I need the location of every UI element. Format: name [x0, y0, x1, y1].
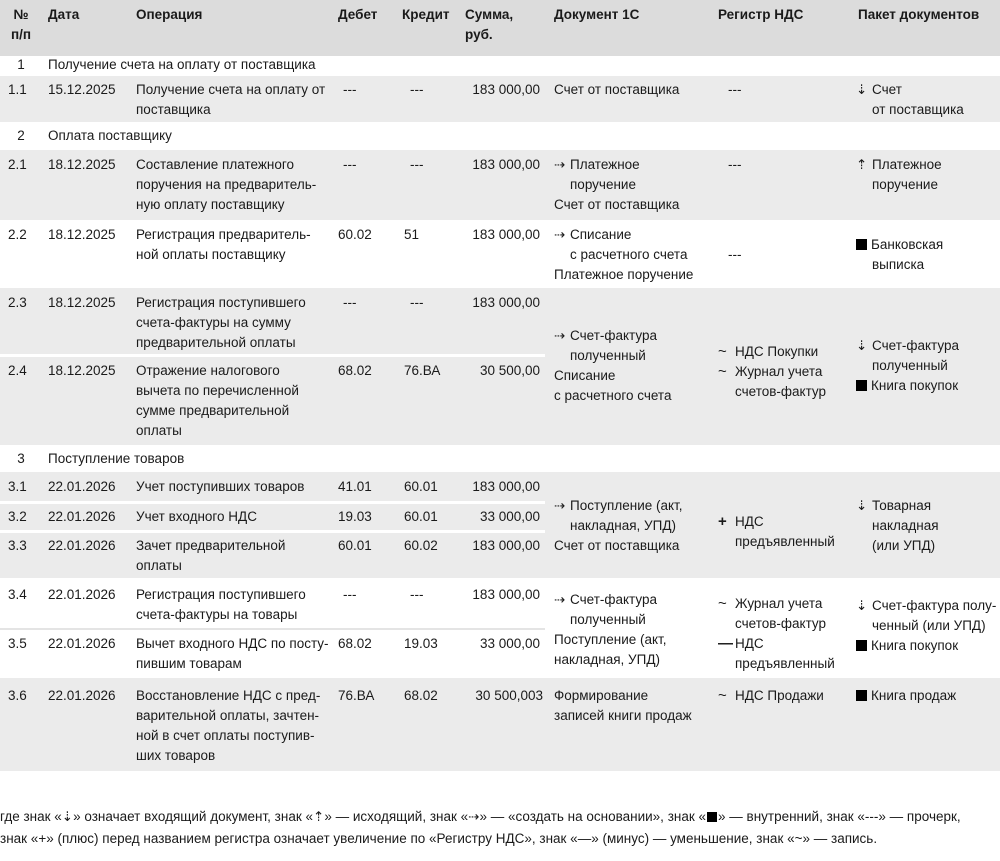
pak-line: Счет-фактура полу- — [872, 598, 997, 613]
doc-line: с расчетного счета — [554, 388, 672, 403]
row-operation — [136, 361, 331, 441]
incoming-document-icon: ⇣ — [856, 498, 868, 513]
op-line: Вычет входного НДС по посту- — [136, 636, 329, 651]
row-operation — [136, 293, 331, 353]
footnote-text: » — внутренний, знак «---» — прочерк, — [718, 809, 961, 824]
section-num: 3 — [17, 451, 25, 466]
record-tilde-icon: ~ — [718, 363, 727, 380]
row-operation — [136, 536, 331, 576]
pak-line: Банковская — [871, 237, 944, 252]
pak-line: (или УПД) — [872, 538, 936, 553]
pak-line: от поставщика — [872, 102, 964, 117]
internal-document-icon — [856, 380, 867, 391]
row-credit: --- — [410, 295, 424, 310]
row-date: 18.12.2025 — [48, 363, 116, 378]
row-debit: 60.01 — [338, 538, 372, 553]
row-credit: --- — [410, 157, 424, 172]
pak-line: Счет-фактура — [872, 338, 959, 353]
header-sum — [465, 5, 513, 45]
row-num: 3.4 — [8, 587, 27, 602]
row-operation — [136, 585, 331, 625]
incoming-document-icon: ⇣ — [856, 598, 868, 613]
row-doc1c: Счет от поставщика — [554, 82, 680, 97]
row-sum: 30 500,003 — [475, 688, 543, 703]
row-operation — [136, 80, 331, 120]
doc-line: Списание — [570, 227, 632, 242]
op-line: ной в счет оплаты поступив- — [136, 728, 315, 743]
row-sum: 183 000,00 — [472, 157, 540, 172]
row-doc-package — [856, 155, 998, 195]
doc-line: записей книги продаж — [554, 708, 692, 723]
row-date: 22.01.2026 — [48, 688, 116, 703]
section-title: Получение счета на оплату от поставщика — [48, 57, 316, 72]
row-credit: 51 — [404, 227, 420, 242]
row-credit: --- — [410, 587, 424, 602]
footnote-text: » — исходящий, знак « — [324, 809, 469, 824]
row-operation: Учет поступивших товаров — [136, 479, 305, 494]
doc-line: Списание — [554, 368, 616, 383]
row-num: 2.1 — [8, 157, 27, 172]
row-doc1c — [554, 155, 714, 215]
row-doc1c — [554, 686, 714, 726]
row-debit: --- — [343, 295, 357, 310]
decrease-minus-icon: — — [718, 635, 733, 652]
outgoing-document-icon: ⇡ — [313, 809, 325, 824]
row-credit: 19.03 — [404, 636, 438, 651]
row-doc1c — [554, 590, 714, 670]
row-doc1c — [554, 225, 714, 285]
row-separator — [0, 628, 545, 630]
doc-line: Счет от поставщика — [554, 197, 680, 212]
row-date: 18.12.2025 — [48, 227, 116, 242]
doc-line: Платежное поручение — [554, 267, 694, 282]
op-line: поручения на предваритель- — [136, 177, 317, 192]
footnote — [0, 806, 1000, 850]
row-num: 2.3 — [8, 295, 27, 310]
header-sum-line1: Сумма, — [465, 7, 514, 22]
row-sum: 33 000,00 — [479, 636, 540, 651]
header-doc1c: Документ 1С — [554, 7, 640, 22]
increase-plus-icon: + — [718, 513, 727, 530]
create-based-on-icon: ⇢ — [554, 328, 566, 343]
section-row — [0, 56, 1000, 76]
table-row-group — [0, 578, 1000, 678]
section-row — [0, 445, 1000, 472]
header-doc-package: Пакет документов — [858, 7, 980, 22]
row-credit: 76.ВА — [404, 363, 441, 378]
reg-line: НДС Продажи — [735, 688, 824, 703]
op-line: оплаты — [136, 423, 182, 438]
row-doc1c — [554, 496, 714, 556]
row-operation — [136, 155, 331, 215]
row-operation: Учет входного НДС — [136, 509, 257, 524]
header-credit: Кредит — [402, 7, 450, 22]
reg-line: предъявленный — [735, 656, 835, 671]
internal-document-icon — [856, 640, 867, 651]
row-doc-package — [856, 496, 998, 556]
pak-line: накладная — [872, 518, 939, 533]
row-debit: 68.02 — [338, 636, 372, 651]
op-line: Регистрация поступившего — [136, 295, 306, 310]
row-sum: 183 000,00 — [472, 227, 540, 242]
reg-line: счетов-фактур — [735, 616, 827, 631]
record-tilde-icon: ~ — [718, 687, 727, 704]
header-num-line2: п/п — [10, 27, 32, 42]
row-operation — [136, 225, 331, 265]
pak-line: Товарная — [872, 498, 932, 513]
row-num: 3.1 — [8, 479, 27, 494]
row-date: 22.01.2026 — [48, 479, 116, 494]
header-date: Дата — [48, 7, 80, 22]
row-date: 15.12.2025 — [48, 82, 116, 97]
footnote-line-2: знак «+» (плюс) перед названием регистра означает увеличение по «Регистру НДС», знак «—» (минус) — уменьшение, знак «~» — запись. — [0, 831, 878, 846]
pak-line: Книга покупок — [871, 638, 959, 653]
op-line: ших товаров — [136, 748, 216, 763]
row-debit: 60.02 — [338, 227, 372, 242]
op-line: Составление платежного — [136, 157, 294, 172]
create-based-on-icon: ⇢ — [554, 498, 566, 513]
op-line: варительной оплаты, зачтен- — [136, 708, 320, 723]
op-line: сумме предварительной — [136, 403, 290, 418]
doc-line: с расчетного счета — [570, 247, 688, 262]
row-vat-register: --- — [728, 82, 742, 97]
row-date: 22.01.2026 — [48, 636, 116, 651]
header-num-line1: № — [13, 7, 29, 22]
create-based-on-icon: ⇢ — [554, 227, 566, 242]
row-credit: 68.02 — [404, 688, 438, 703]
row-doc1c — [554, 326, 714, 406]
doc-line: Поступление (акт, — [554, 632, 667, 647]
reg-line: НДС — [735, 514, 764, 529]
op-line: счета-фактуры на товары — [136, 607, 298, 622]
row-debit: --- — [343, 157, 357, 172]
row-debit: 19.03 — [338, 509, 372, 524]
op-line: оплаты — [136, 558, 182, 573]
footnote-text: где знак « — [0, 809, 62, 824]
op-line: поставщика — [136, 102, 211, 117]
reg-line: предъявленный — [735, 534, 835, 549]
reg-line: НДС — [735, 636, 764, 651]
doc-line: Счет-фактура — [570, 328, 657, 343]
row-credit: 60.01 — [404, 509, 438, 524]
row-credit: 60.02 — [404, 538, 438, 553]
row-credit: --- — [410, 82, 424, 97]
incoming-document-icon: ⇣ — [856, 82, 868, 97]
doc-line: Счет-фактура — [570, 592, 657, 607]
section-title: Поступление товаров — [48, 451, 185, 466]
table-row-group — [0, 288, 1000, 445]
row-date: 18.12.2025 — [48, 157, 116, 172]
op-line: предварительной оплаты — [136, 335, 296, 350]
pak-line: Книга продаж — [871, 688, 957, 703]
reg-line: Журнал учета — [735, 364, 823, 379]
section-num: 1 — [17, 57, 25, 72]
doc-line: накладная, УПД) — [554, 652, 660, 667]
section-num: 2 — [17, 128, 25, 143]
doc-line: Счет от поставщика — [554, 538, 680, 553]
doc-line: накладная, УПД) — [570, 518, 676, 533]
row-date: 22.01.2026 — [48, 587, 116, 602]
doc-line: полученный — [570, 348, 646, 363]
op-line: вычета по перечисленной — [136, 383, 299, 398]
row-separator — [0, 501, 545, 504]
reg-line: Журнал учета — [735, 596, 823, 611]
row-debit: 41.01 — [338, 479, 372, 494]
row-doc-package — [856, 596, 998, 656]
row-debit: 68.02 — [338, 363, 372, 378]
table-row — [0, 150, 1000, 220]
section-row — [0, 122, 1000, 150]
op-line: Восстановление НДС с пред- — [136, 688, 321, 703]
row-sum: 183 000,00 — [472, 587, 540, 602]
outgoing-document-icon: ⇡ — [856, 157, 868, 172]
row-separator — [0, 354, 545, 357]
pak-line: Счет — [872, 82, 902, 97]
create-based-on-icon: ⇢ — [468, 809, 480, 824]
row-sum: 183 000,00 — [472, 82, 540, 97]
row-vat-register — [718, 342, 853, 402]
row-date: 22.01.2026 — [48, 538, 116, 553]
op-line: Регистрация поступившего — [136, 587, 306, 602]
incoming-document-icon: ⇣ — [856, 338, 868, 353]
row-doc-package — [856, 686, 998, 706]
row-num: 1.1 — [8, 82, 27, 97]
header-debit: Дебет — [338, 7, 378, 22]
row-num: 3.2 — [8, 509, 27, 524]
row-debit: --- — [343, 82, 357, 97]
op-line: Получение счета на оплату от — [136, 82, 326, 97]
row-operation — [136, 686, 331, 766]
table-row-group — [0, 472, 1000, 578]
pak-line: выписка — [872, 257, 925, 272]
op-line: пившим товарам — [136, 656, 242, 671]
pak-line: Книга покупок — [871, 378, 959, 393]
doc-line: Формирование — [554, 688, 649, 703]
row-date: 18.12.2025 — [48, 295, 116, 310]
row-vat-register — [718, 594, 853, 674]
op-line: ной оплаты поставщику — [136, 247, 286, 262]
row-doc-package — [856, 336, 998, 396]
row-num: 2.4 — [8, 363, 27, 378]
row-credit: 60.01 — [404, 479, 438, 494]
row-sum: 30 500,00 — [479, 363, 540, 378]
row-num: 3.6 — [8, 688, 27, 703]
pak-line: ченный (или УПД) — [872, 618, 986, 633]
row-debit: --- — [343, 587, 357, 602]
footnote-line-1 — [0, 806, 1000, 828]
row-date: 22.01.2026 — [48, 509, 116, 524]
row-separator — [0, 530, 545, 533]
row-vat-register: --- — [728, 247, 742, 262]
record-tilde-icon: ~ — [718, 595, 727, 612]
op-line: Регистрация предваритель- — [136, 227, 311, 242]
header-num — [0, 5, 42, 45]
footnote-text: » означает входящий документ, знак « — [73, 809, 314, 824]
table-row — [0, 76, 1000, 122]
reg-line: НДС Покупки — [735, 344, 819, 359]
row-sum: 183 000,00 — [472, 479, 540, 494]
row-sum: 183 000,00 — [472, 538, 540, 553]
row-doc-package — [856, 235, 998, 275]
reg-line: счетов-фактур — [735, 384, 827, 399]
row-num: 2.2 — [8, 227, 27, 242]
op-line: ную оплату поставщику — [136, 197, 285, 212]
row-vat-register — [718, 512, 853, 552]
pak-line: поручение — [872, 177, 938, 192]
doc-line: Поступление (акт, — [570, 498, 683, 513]
row-vat-register — [718, 686, 853, 706]
op-line: счета-фактуры на сумму — [136, 315, 291, 330]
row-num: 3.3 — [8, 538, 27, 553]
internal-document-icon — [856, 690, 867, 701]
internal-document-icon — [856, 239, 867, 250]
row-sum: 33 000,00 — [479, 509, 540, 524]
op-line: Зачет предварительной — [136, 538, 286, 553]
internal-document-icon — [707, 812, 717, 822]
row-operation — [136, 634, 331, 674]
pak-line: полученный — [872, 358, 948, 373]
doc-line: полученный — [570, 612, 646, 627]
row-sum: 183 000,00 — [472, 295, 540, 310]
op-line: Отражение налогового — [136, 363, 280, 378]
table-header — [0, 0, 1000, 56]
record-tilde-icon: ~ — [718, 343, 727, 360]
footnote-text: » — «создать на основании», знак « — [479, 809, 707, 824]
table-row — [0, 678, 1000, 771]
incoming-document-icon: ⇣ — [61, 809, 74, 824]
header-operation: Операция — [136, 7, 203, 22]
row-num: 3.5 — [8, 636, 27, 651]
doc-line: Платежное — [570, 157, 640, 172]
create-based-on-icon: ⇢ — [554, 592, 566, 607]
pak-line: Платежное — [872, 157, 942, 172]
create-based-on-icon: ⇢ — [554, 157, 566, 172]
table-row — [0, 220, 1000, 288]
header-sum-line2: руб. — [465, 27, 493, 42]
row-debit: 76.ВА — [338, 688, 375, 703]
section-title: Оплата поставщику — [48, 128, 172, 143]
header-vat-register: Регистр НДС — [718, 7, 804, 22]
row-vat-register: --- — [728, 157, 742, 172]
doc-line: поручение — [570, 177, 636, 192]
row-doc-package — [856, 80, 998, 120]
